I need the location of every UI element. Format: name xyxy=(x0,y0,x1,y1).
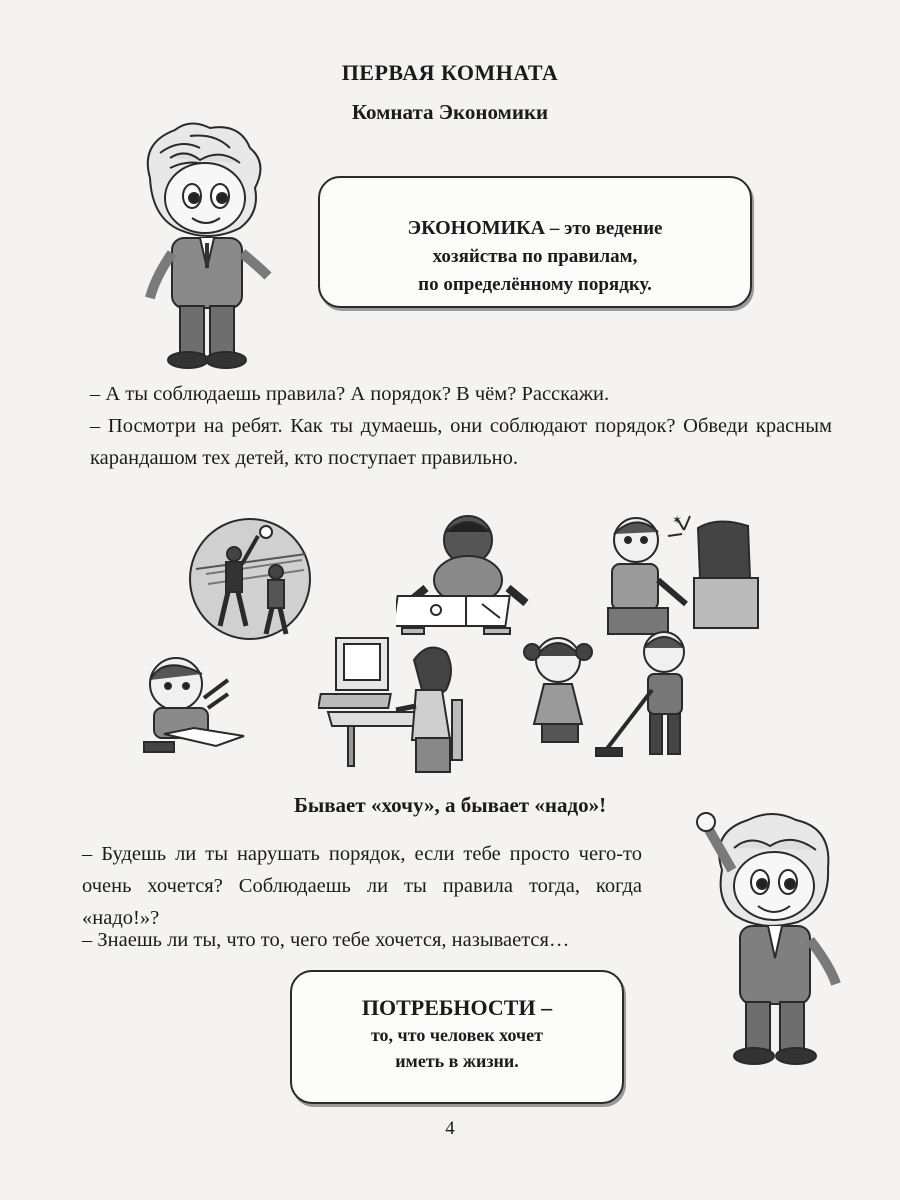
page-subtitle: Комната Экономики xyxy=(351,100,549,124)
boy-reading-book-icon xyxy=(124,646,252,766)
definition-term: ЭКОНОМИКА xyxy=(407,217,546,239)
boy-waving-icon xyxy=(686,808,856,1070)
needs-definition-box xyxy=(290,970,624,1104)
task-paragraph: – Посмотри на ребят. Как ты думаешь, они соблюдают порядок? Обведи красным карандашом тех детей, кто поступает правильно. xyxy=(90,415,832,469)
definition-dash: – xyxy=(545,218,565,239)
economics-definition-box xyxy=(318,176,752,308)
question-paragraph: – Будешь ли ты нарушать порядок, если тебе просто чего-то очень хочется? Соблюдаешь ли ты правила тогда, когда «надо!»? xyxy=(82,843,642,929)
question-paragraph: – Знаешь ли ты, что то, чего тебе хочется, называется… xyxy=(82,929,570,951)
boy-broken-tv-icon xyxy=(598,508,776,648)
kids-cleaning-icon xyxy=(516,630,706,770)
page-title: ПЕРВАЯ КОМНАТА xyxy=(341,60,559,85)
definition-term: ПОТРЕБНОСТИ – xyxy=(361,995,553,1020)
definition-line: хозяйства по правилам, xyxy=(432,246,638,267)
definition-line: иметь в жизни. xyxy=(395,1051,519,1071)
boy-mascot-icon xyxy=(130,118,280,373)
svg-text:✶: ✶ xyxy=(672,513,683,527)
definition-line: по определённому порядку. xyxy=(418,274,652,295)
girl-at-computer-icon xyxy=(318,630,468,780)
boy-drawing-floor-icon xyxy=(396,508,536,638)
volleyball-players-icon xyxy=(186,514,314,644)
page-number: 4 xyxy=(445,1118,455,1139)
definition-line: это ведение xyxy=(564,218,663,239)
definition-line: то, что человек хочет xyxy=(370,1025,544,1045)
section-heading: Бывает «хочу», а бывает «надо»! xyxy=(293,793,607,817)
question-paragraph: – А ты соблюдаешь правила? А порядок? В чём? Расскажи. xyxy=(90,383,610,405)
